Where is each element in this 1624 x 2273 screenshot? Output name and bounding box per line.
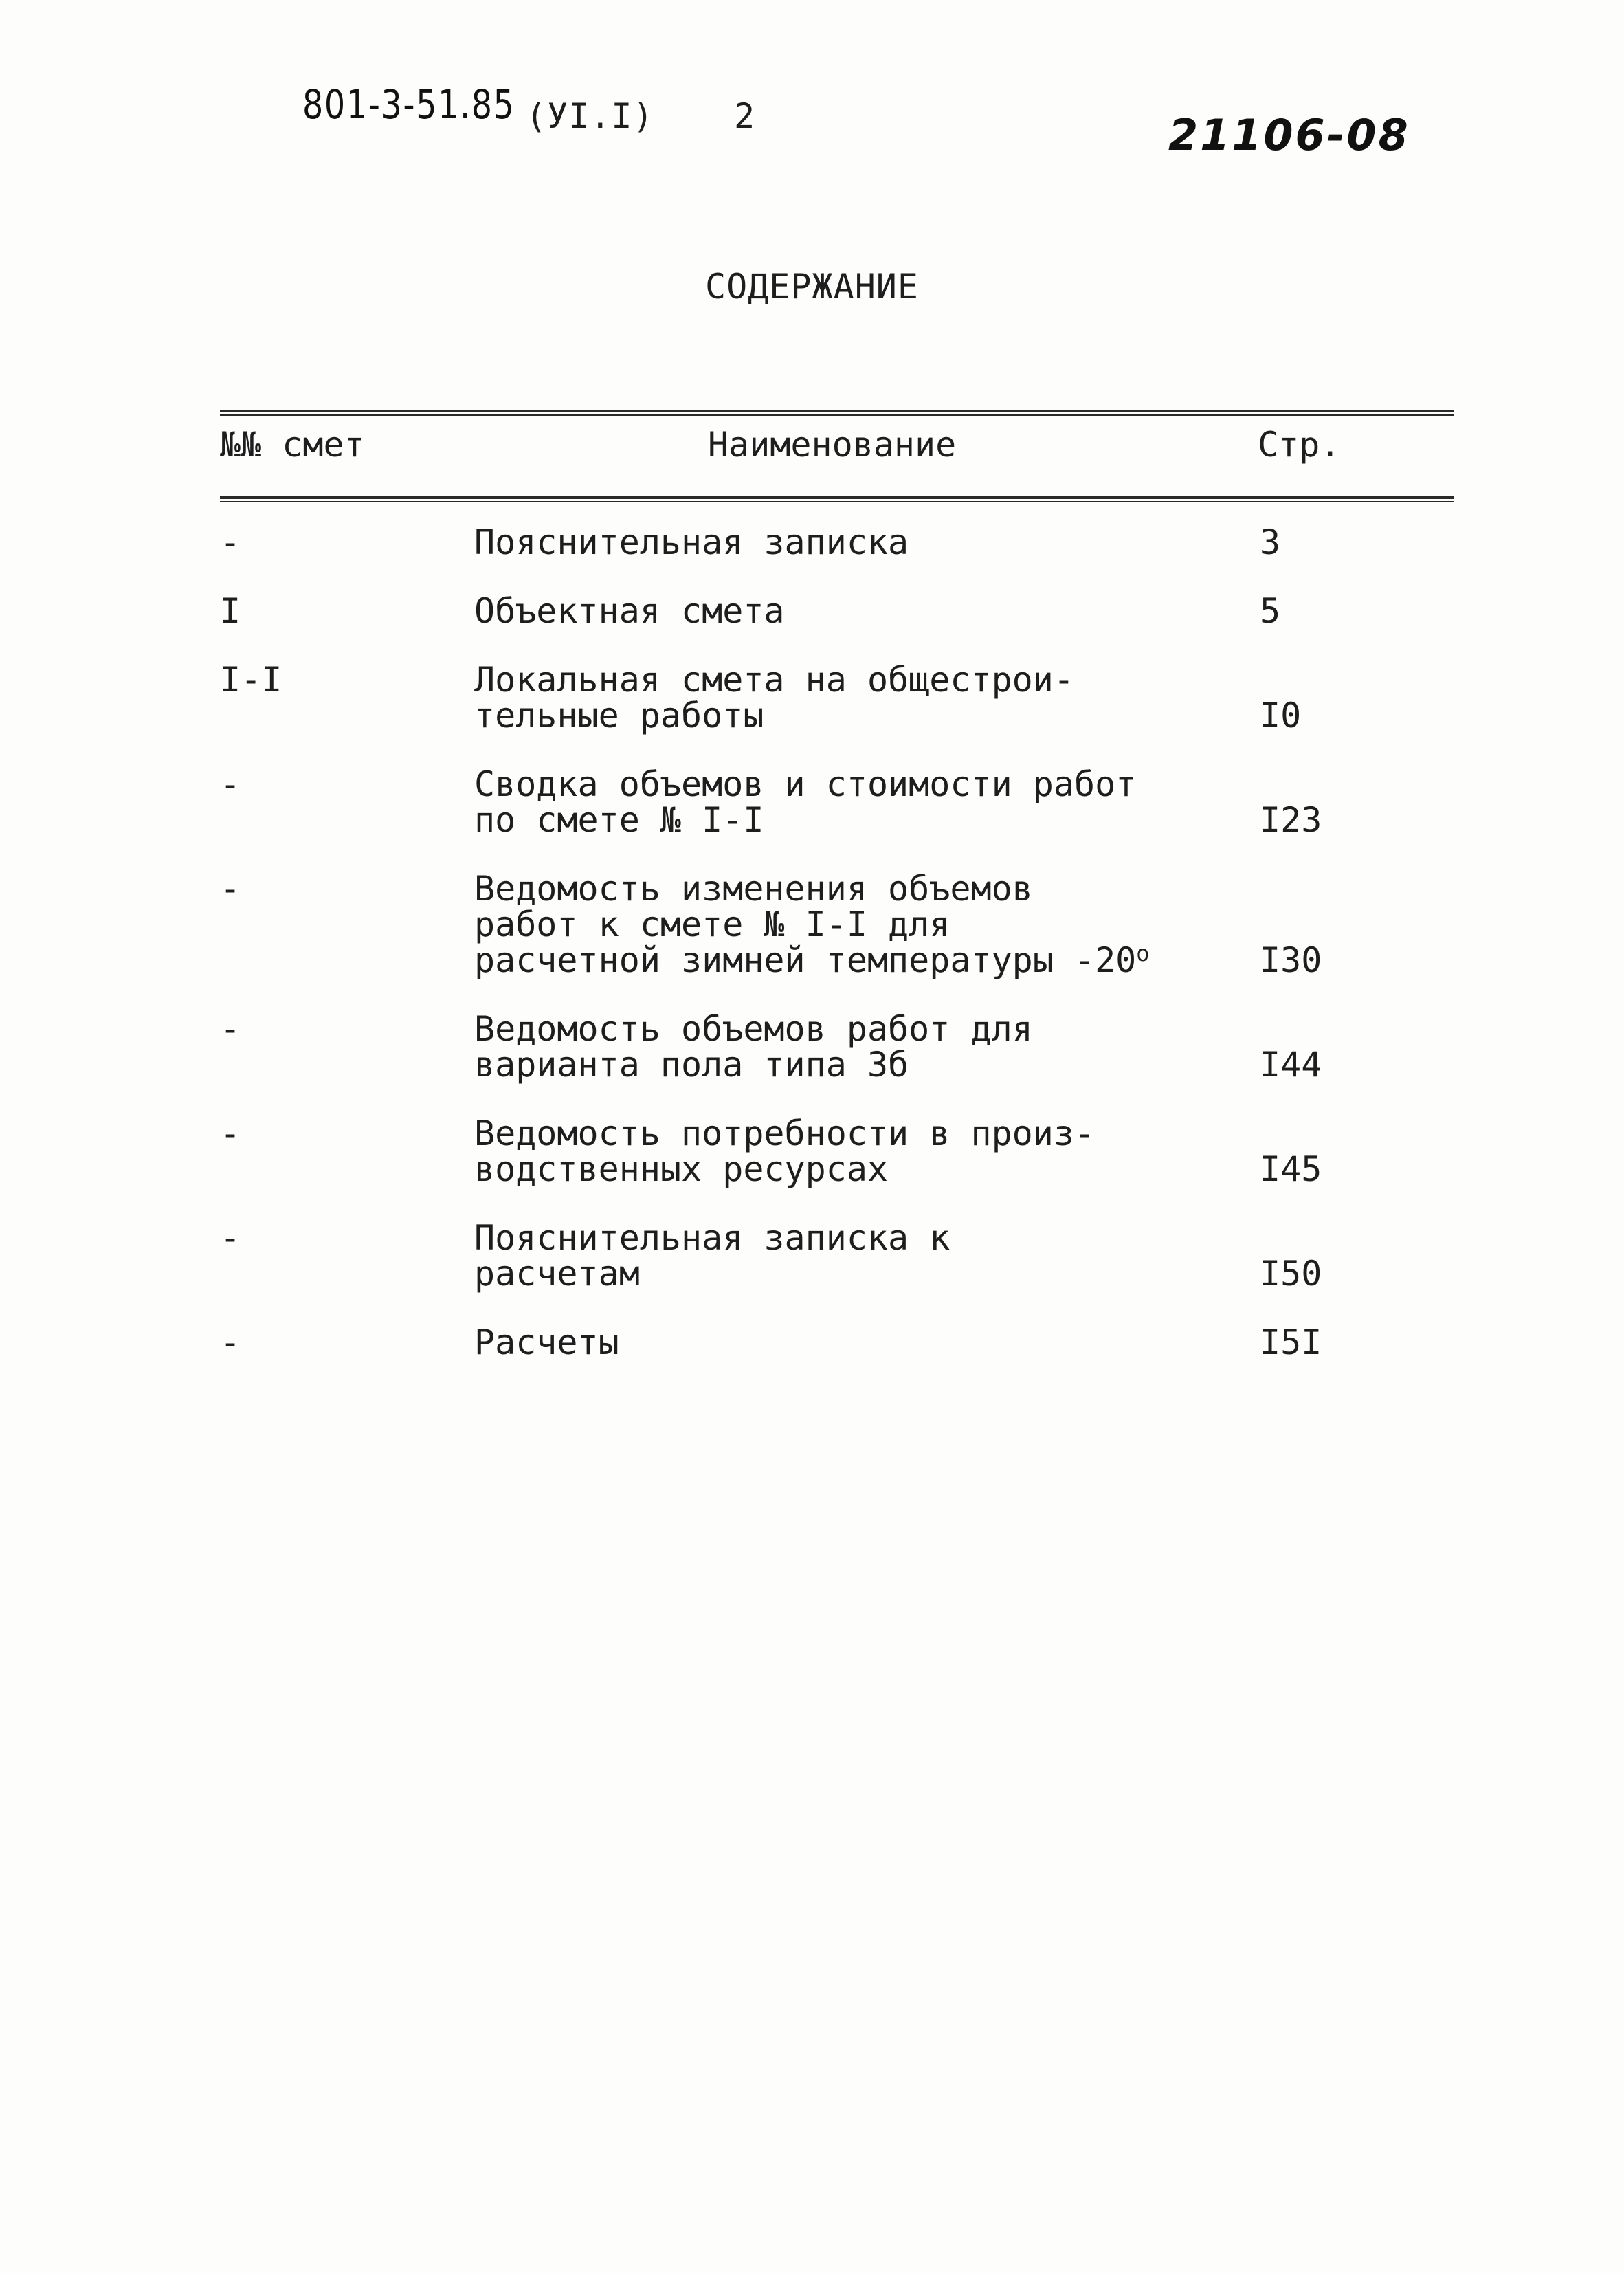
toc-row-name-line: водственных ресурсах	[474, 1149, 889, 1189]
toc-row-number: I	[220, 591, 241, 631]
toc-row-number: -	[220, 1113, 241, 1153]
toc-row-name-line: Ведомость потребности в произ-	[474, 1113, 1095, 1153]
toc-row-page: I44	[1260, 1045, 1322, 1085]
table-header-rule	[220, 496, 1454, 499]
toc-row-number: -	[220, 522, 241, 562]
toc-row-number: -	[220, 1322, 241, 1362]
table-header-rule-thin	[220, 501, 1454, 502]
toc-row	[220, 1113, 1454, 1189]
toc-row-name-line: Ведомость изменения объемов	[474, 869, 1033, 909]
column-header-number: №№ смет	[220, 425, 365, 465]
inventory-number: 21106-08	[1168, 110, 1410, 160]
toc-row-page: I30	[1260, 940, 1322, 980]
toc-row-name-line: Пояснительная записка	[474, 522, 909, 562]
toc-row-name-line: Объектная смета	[474, 591, 785, 631]
toc-row	[220, 1218, 1454, 1294]
toc-row-number: I-I	[220, 660, 282, 700]
table-top-rule-thin	[220, 414, 1454, 416]
toc-row-number: -	[220, 764, 241, 804]
toc-table	[220, 522, 1454, 1394]
table-top-rule	[220, 410, 1454, 412]
page-title: СОДЕРЖАНИЕ	[704, 267, 920, 307]
toc-row-page: 3	[1260, 522, 1281, 562]
column-header-page: Стр.	[1258, 425, 1341, 465]
toc-row-page: I5I	[1260, 1322, 1322, 1362]
toc-row-name-line: Ведомость объемов работ для	[474, 1009, 1033, 1049]
toc-row	[220, 591, 1454, 631]
toc-row-page: 5	[1260, 591, 1281, 631]
toc-row	[220, 522, 1454, 562]
degree-mark: о	[1136, 940, 1150, 966]
toc-row-name-line: Сводка объемов и стоимости работ	[474, 764, 1137, 804]
toc-row-number: -	[220, 1218, 241, 1258]
toc-row-name-line: по смете № I-I	[474, 800, 764, 840]
page-number: 2	[734, 96, 755, 136]
toc-row-page: I45	[1260, 1149, 1322, 1189]
toc-row-page: I23	[1260, 800, 1322, 840]
toc-row	[220, 1009, 1454, 1085]
toc-row-name-line: тельные работы	[474, 696, 764, 735]
toc-row-number: -	[220, 1009, 241, 1049]
toc-row-name-line: Пояснительная записка к	[474, 1218, 950, 1258]
section-label: (УI.I)	[526, 96, 654, 136]
toc-row-number: -	[220, 869, 241, 909]
toc-row	[220, 660, 1454, 735]
toc-row-page: I0	[1260, 696, 1302, 735]
toc-row	[220, 764, 1454, 840]
toc-row	[220, 869, 1454, 980]
toc-row-name-line: расчетной зимней температуры $-20^о$	[474, 940, 1150, 980]
toc-row-name-line: Расчеты	[474, 1322, 619, 1362]
toc-row-page: I50	[1260, 1254, 1322, 1294]
toc-row-name-line: расчетам	[474, 1254, 640, 1294]
toc-row	[220, 1322, 1454, 1362]
document-code: 801-3-51.85	[302, 81, 515, 128]
toc-row-name-line: варианта пола типа 3б	[474, 1045, 909, 1085]
column-header-name: Наименование	[708, 425, 957, 465]
toc-row-name-line: работ к смете № I-I для	[474, 905, 950, 944]
toc-row-name-line: Локальная смета на общестрои-	[474, 660, 1074, 700]
